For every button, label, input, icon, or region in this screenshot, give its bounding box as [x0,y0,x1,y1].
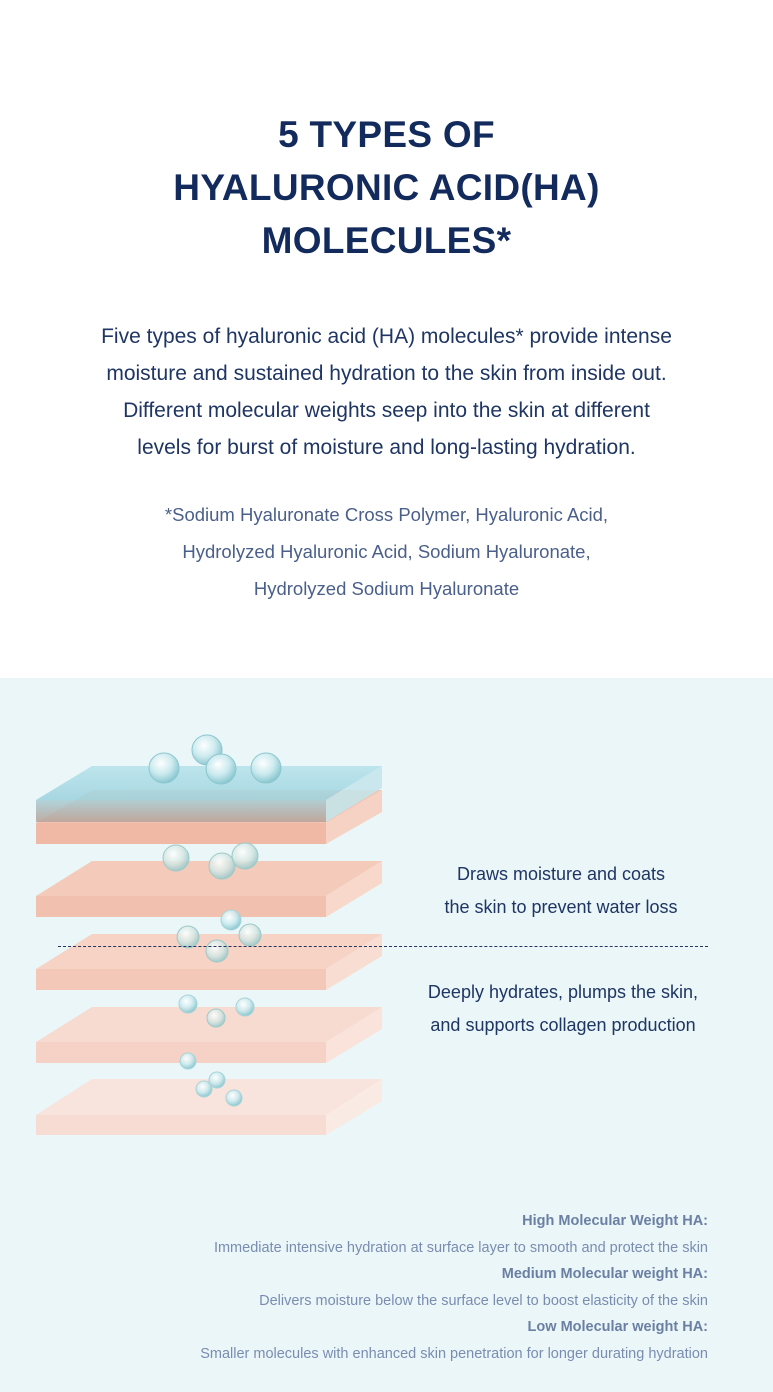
callout-upper-line-1: Draws moisture and coats [456,864,666,884]
callout-upper [410,858,712,924]
ingredients-footnote [0,496,773,607]
title-line-2: HYALURONIC ACID(HA) [173,167,600,208]
ingredients-line-1: *Sodium Hyaluronate Cross Polymer, Hyaluronic Acid, [164,504,609,525]
page-title [0,108,773,267]
title-line-1: 5 TYPES OF [278,114,495,155]
skin-layer-3 [36,934,382,990]
intro-line-3: Different molecular weights seep into the skin at different [123,399,650,422]
intro-line-4: levels for burst of moisture and long-lasting hydration. [137,436,636,459]
legend-high-desc: Immediate intensive hydration at surface layer to smooth and protect the skin [213,1239,708,1256]
callout-lower-line-1: Deeply hydrates, plumps the skin, [427,982,699,1002]
molecular-weight-legend [68,1208,708,1368]
callout-lower-line-2: and supports collagen production [430,1015,696,1035]
intro-line-2: moisture and sustained hydration to the skin from inside out. [106,362,667,385]
illustration-panel [0,678,773,1392]
layer-divider [58,946,708,947]
title-line-3: MOLECULES* [261,220,512,261]
header-section [0,0,773,678]
ingredients-line-2: Hydrolyzed Hyaluronic Acid, Sodium Hyaluronate, [182,541,591,562]
ingredients-line-3: Hydrolyzed Sodium Hyaluronate [253,578,520,599]
legend-medium-desc: Delivers moisture below the surface level to boost elasticity of the skin [259,1292,708,1309]
intro-paragraph [0,318,773,466]
callout-upper-line-2: the skin to prevent water loss [444,897,678,917]
legend-low-title: Low Molecular weight HA: [527,1319,708,1336]
legend-medium-title: Medium Molecular weight HA: [501,1266,708,1283]
callout-lower [400,976,726,1042]
water-bubble-icon [149,735,281,784]
legend-low-desc: Smaller molecules with enhanced skin penetration for longer durating hydration [200,1345,708,1362]
intro-line-1: Five types of hyaluronic acid (HA) molecules* provide intense [101,325,672,348]
legend-high-title: High Molecular Weight HA: [522,1213,708,1229]
